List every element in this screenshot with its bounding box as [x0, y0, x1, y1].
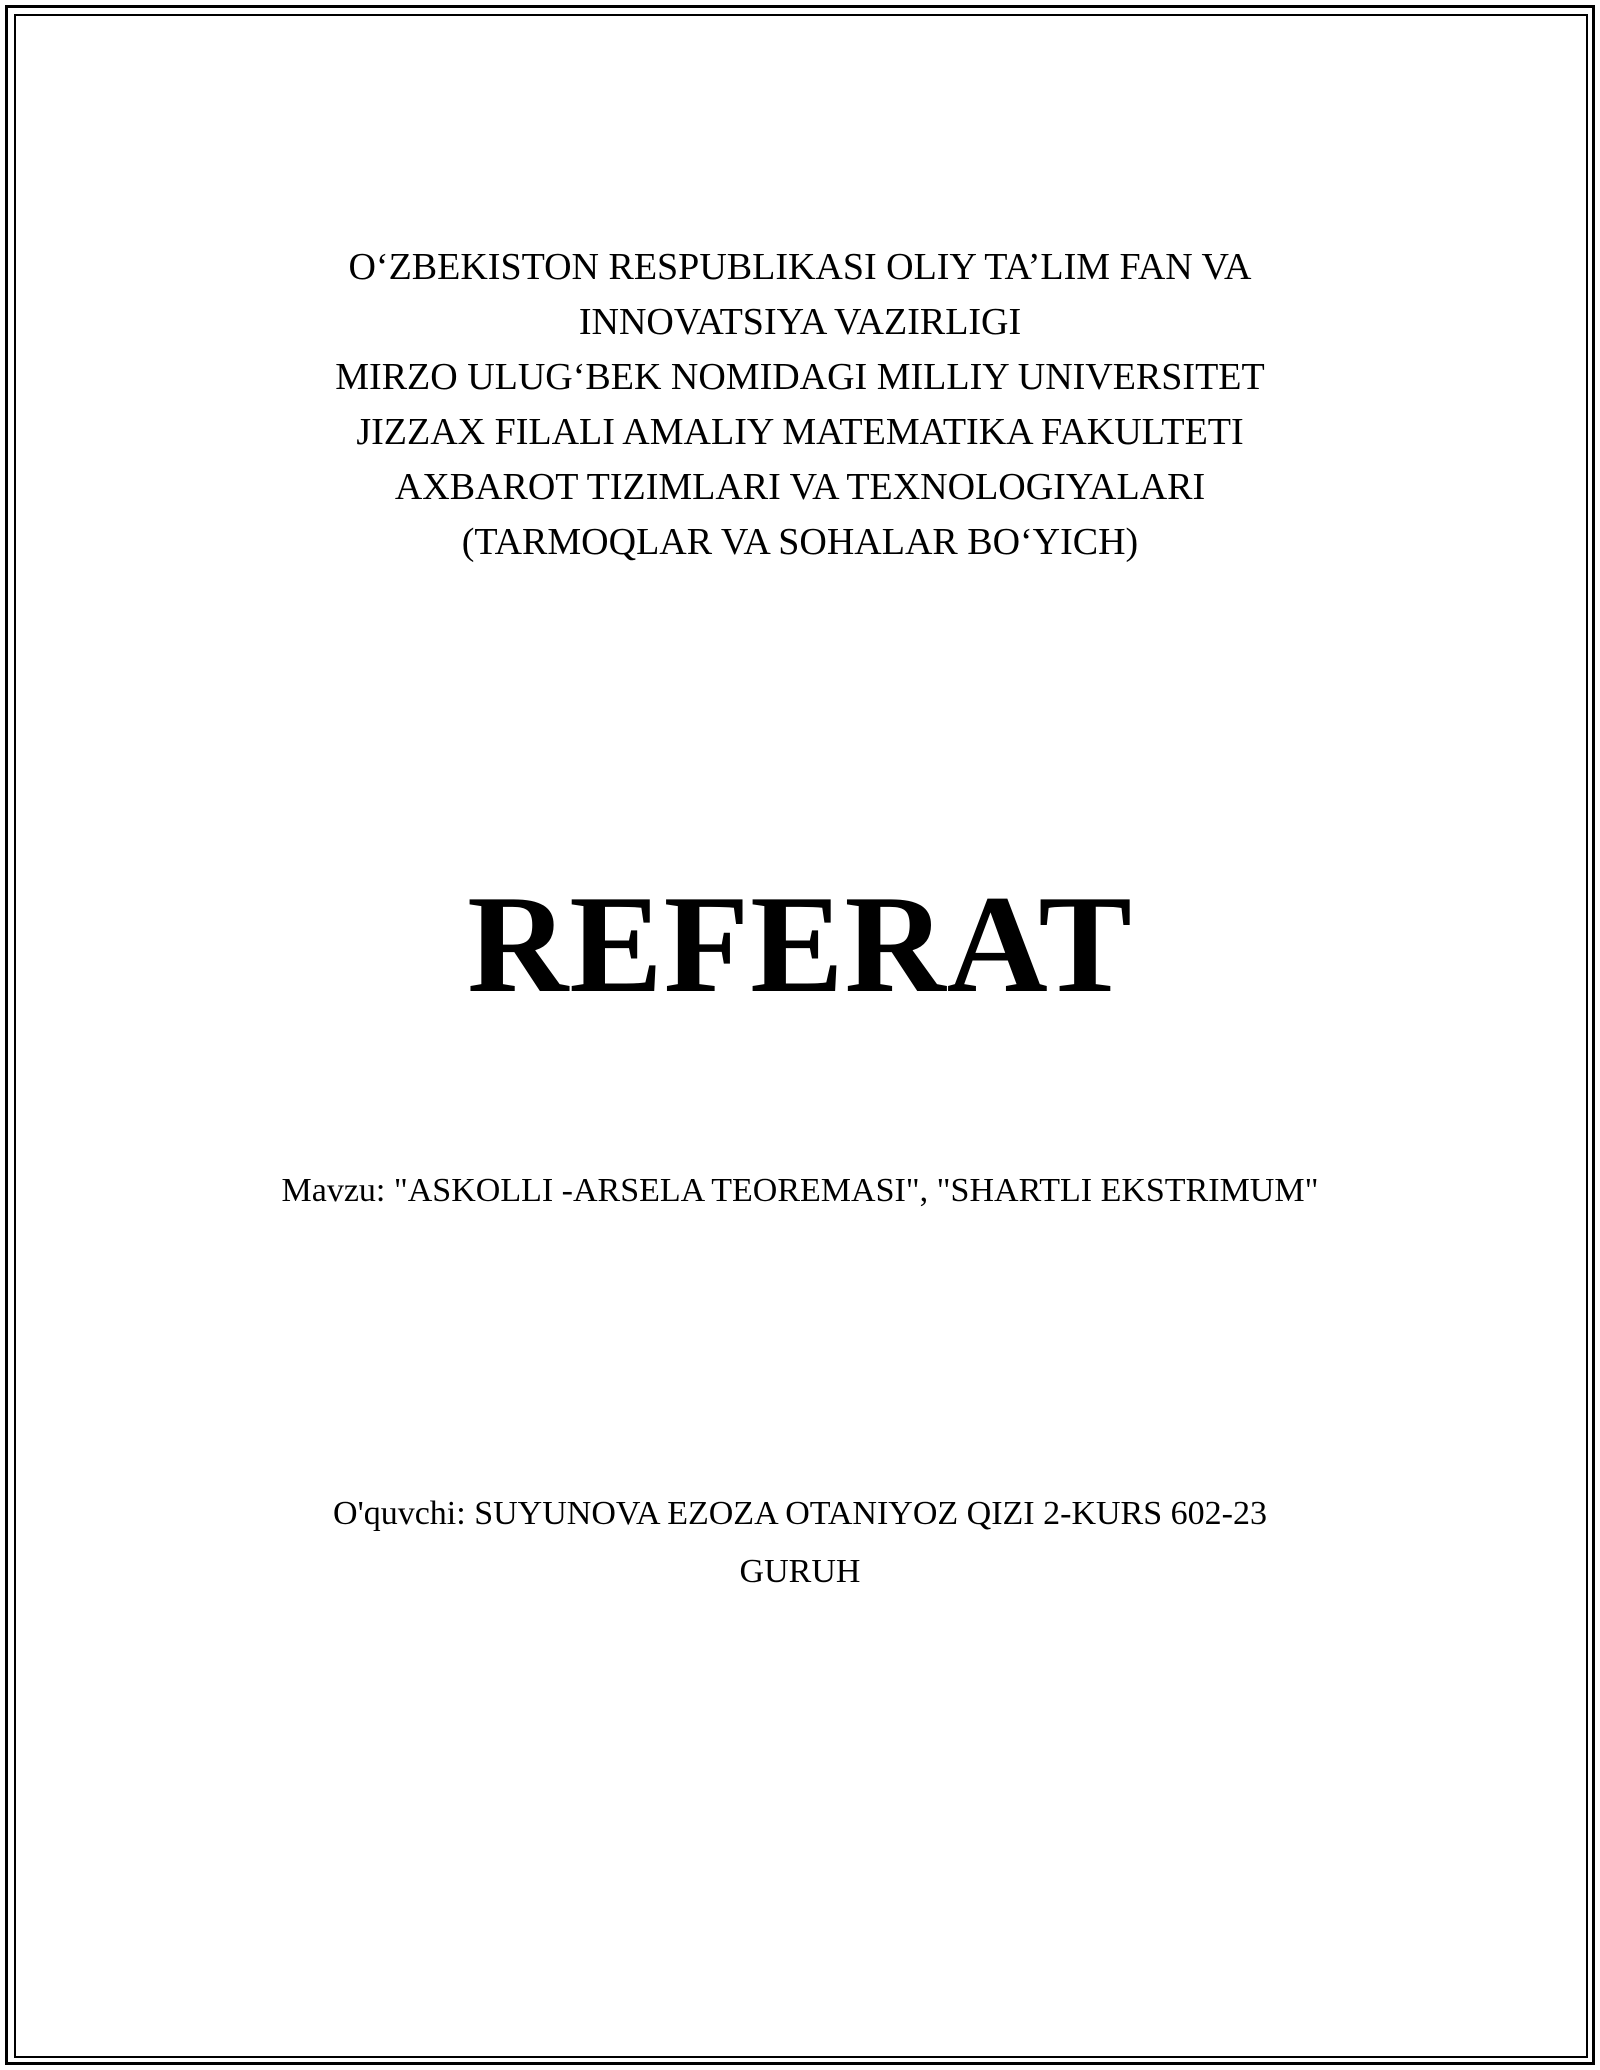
institution-header	[0, 240, 1600, 570]
student-line-name: O'quvchi: SUYUNOVA EZOZA OTANIYOZ QIZI 2-KURS 602-23	[333, 1495, 1267, 1532]
document-title: REFERAT	[467, 867, 1133, 1022]
header-line-department: AXBAROT TIZIMLARI VA TEXNOLOGIYALARI	[394, 466, 1206, 508]
header-line-specialty: (TARMOQLAR VA SOHALAR BO‘YICH)	[461, 521, 1139, 563]
header-line-ministry-1: O‘ZBEKISTON RESPUBLIKASI OLIY TA’LIM FAN VA	[348, 246, 1252, 288]
student-line-group: GURUH	[739, 1553, 861, 1590]
header-line-faculty: JIZZAX FILALI AMALIY MATEMATIKA FAKULTETI	[356, 411, 1244, 453]
header-line-university: MIRZO ULUG‘BEK NOMIDAGI MILLIY UNIVERSITET	[335, 356, 1265, 398]
document-topic: Mavzu: "ASKOLLI -ARSELA TEOREMASI", "SHARTLI EKSTRIMUM"	[281, 1172, 1319, 1209]
header-line-ministry-2: INNOVATSIYA VAZIRLIGI	[578, 301, 1022, 343]
student-info	[0, 1485, 1600, 1601]
